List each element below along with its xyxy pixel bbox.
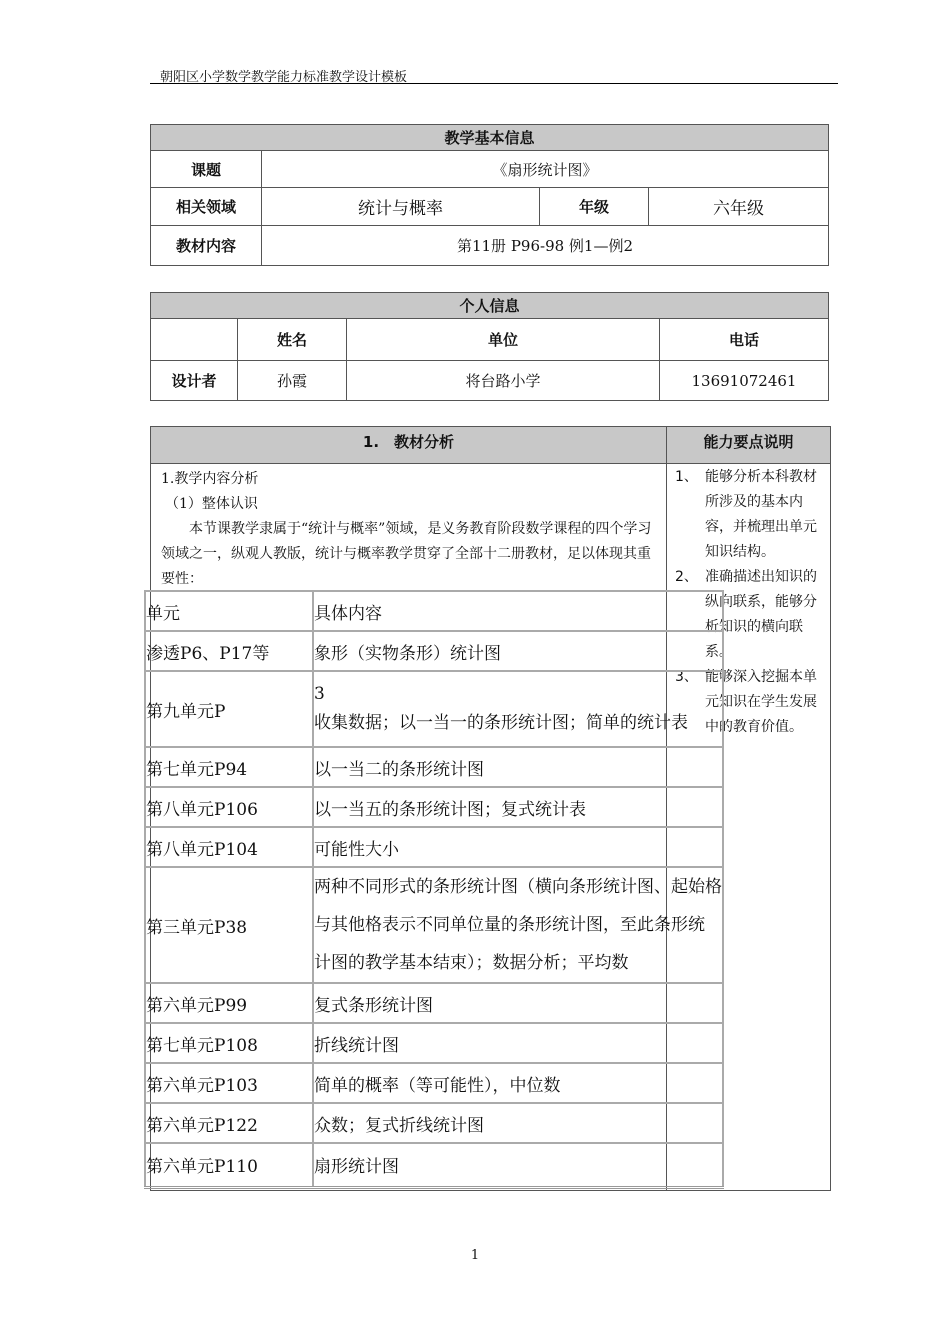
personal-info-table xyxy=(150,292,829,401)
personal-info-title: 个人信息 xyxy=(151,293,829,319)
document-header: 朝阳区小学数学教学能力标准教学设计模板 xyxy=(160,70,408,85)
table-row-content: 简单的概率（等可能性），中位数 xyxy=(313,1063,723,1103)
table-row-unit: 第六单元P103 xyxy=(145,1063,313,1103)
table-row-content: 象形（实物条形）统计图 xyxy=(313,631,723,671)
table-row-unit: 第七单元P94 xyxy=(145,747,313,787)
designer-phone: 13691072461 xyxy=(660,361,829,401)
basic-info-table xyxy=(150,124,829,266)
table-row-content: 以一当二的条形统计图 xyxy=(313,747,723,787)
grade-label: 年级 xyxy=(540,188,649,226)
header-rule xyxy=(150,83,838,84)
analysis-subheading: （1）整体认识 xyxy=(165,496,258,512)
unit-column-header: 单位 xyxy=(347,319,660,361)
domain-label: 相关领域 xyxy=(151,188,262,226)
analysis-heading: 1.教学内容分析 xyxy=(161,471,259,487)
ability-point: 3、 能够深入挖掘本单元知识在学生发展中的教育价值。 xyxy=(675,669,817,735)
table-row-unit: 第九单元P xyxy=(145,671,313,747)
table-row-content: 以一当五的条形统计图；复式统计表 xyxy=(313,787,723,827)
designer-name: 孙霞 xyxy=(238,361,347,401)
table-row-unit: 第八单元P106 xyxy=(145,787,313,827)
table-row-content: 众数；复式折线统计图 xyxy=(313,1103,723,1143)
basic-info-title: 教学基本信息 xyxy=(151,125,829,151)
blank-cell xyxy=(151,319,238,361)
material-label: 教材内容 xyxy=(151,226,262,266)
table-row-unit: 渗透P6、P17等 xyxy=(145,631,313,671)
table-row-content: 可能性大小 xyxy=(313,827,723,867)
phone-column-header: 电话 xyxy=(660,319,829,361)
table-row-content: 两种不同形式的条形统计图（横向条形统计图、起始格 与其他格表示不同单位量的条形统计图，至此条形统 计图的教学基本结束）；数据分析；平均数 xyxy=(313,867,723,983)
table-row-unit: 第八单元P104 xyxy=(145,827,313,867)
table-row-content: 3 收集数据；以一当一的条形统计图；简单的统计表 xyxy=(313,671,723,747)
points-title: 能力要点说明 xyxy=(667,427,830,463)
topic-label: 课题 xyxy=(151,151,262,188)
table-row-unit: 第六单元P110 xyxy=(145,1143,313,1187)
table-row-unit: 第三单元P38 xyxy=(145,867,313,983)
ability-point: 2、 准确描述出知识的纵向联系，能够分析知识的横向联系。 xyxy=(675,569,817,660)
analysis-paragraph: 本节课教学隶属于“统计与概率”领域，是义务教育阶段数学课程的四个学习领域之一，纵观人教版，统计与概率教学贯穿了全部十二册教材，足以体现其重要性： xyxy=(161,521,652,587)
table-row-content: 扇形统计图 xyxy=(313,1143,723,1187)
analysis-title: 1. 教材分析 xyxy=(151,427,666,463)
name-column-header: 姓名 xyxy=(238,319,347,361)
designer-label: 设计者 xyxy=(151,361,238,401)
domain-value: 统计与概率 xyxy=(262,188,540,226)
analysis-header-rule xyxy=(151,463,830,464)
table-row-unit: 第七单元P108 xyxy=(145,1023,313,1063)
content-column-header: 具体内容 xyxy=(313,591,723,631)
unit-column-header: 单元 xyxy=(145,591,313,631)
designer-unit: 将台路小学 xyxy=(347,361,660,401)
material-value: 第11册 P96-98 例1—例2 xyxy=(262,226,829,266)
table-row-unit: 第六单元P99 xyxy=(145,983,313,1023)
units-table xyxy=(144,590,724,1189)
ability-point: 1、 能够分析本科教材所涉及的基本内容，并梳理出单元知识结构。 xyxy=(675,469,817,560)
page-number: 1 xyxy=(470,1248,480,1263)
table-row-content: 复式条形统计图 xyxy=(313,983,723,1023)
analysis-text xyxy=(161,467,661,592)
table-row-content: 折线统计图 xyxy=(313,1023,723,1063)
topic-value: 《扇形统计图》 xyxy=(262,151,829,188)
grade-value: 六年级 xyxy=(649,188,829,226)
table-row-unit: 第六单元P122 xyxy=(145,1103,313,1143)
